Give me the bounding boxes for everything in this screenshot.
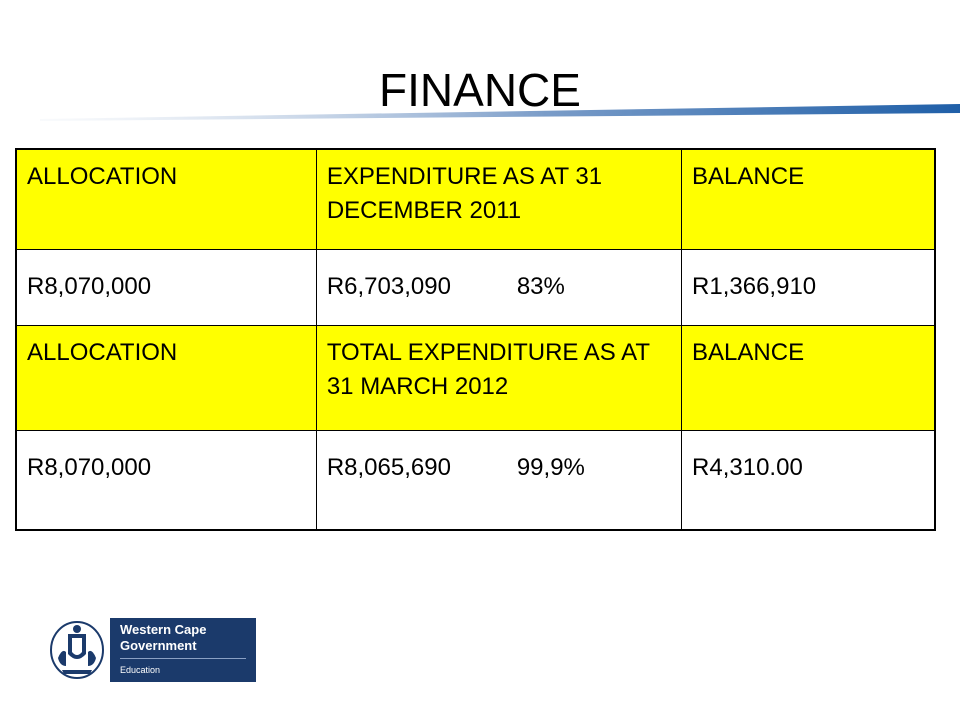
balance-value: R4,310.00 (682, 430, 935, 530)
expenditure-value: R8,065,690 (326, 453, 451, 481)
table-header-row (16, 325, 935, 430)
balance-value: R1,366,910 (682, 249, 935, 325)
allocation-value: R8,070,000 (16, 430, 316, 530)
western-cape-government-logo (46, 618, 256, 682)
finance-table (15, 148, 936, 531)
logo-line-government: Government (120, 638, 197, 653)
logo-line-western-cape: Western Cape (120, 622, 207, 637)
logo-divider (120, 658, 246, 659)
expenditure-value: R6,703,090 (326, 272, 451, 300)
header-allocation: ALLOCATION (16, 149, 316, 249)
header-balance: BALANCE (682, 149, 935, 249)
expenditure-percent: 99,9% (516, 453, 585, 481)
expenditure-percent: 83% (516, 272, 565, 300)
header-expenditure: EXPENDITURE AS AT 31 DECEMBER 2011 (316, 149, 681, 249)
allocation-value: R8,070,000 (16, 249, 316, 325)
expenditure-cell (316, 249, 681, 325)
header-allocation: ALLOCATION (16, 325, 316, 430)
table-header-row (16, 149, 935, 249)
logo-panel (110, 618, 256, 682)
table-row (16, 430, 935, 530)
logo-line-education: Education (120, 665, 161, 675)
slide-title: FINANCE (379, 64, 581, 116)
expenditure-cell (316, 430, 681, 530)
header-total-expenditure: TOTAL EXPENDITURE AS AT 31 MARCH 2012 (316, 325, 681, 430)
header-balance: BALANCE (682, 325, 935, 430)
coat-of-arms-icon (46, 618, 108, 682)
table-row (16, 249, 935, 325)
